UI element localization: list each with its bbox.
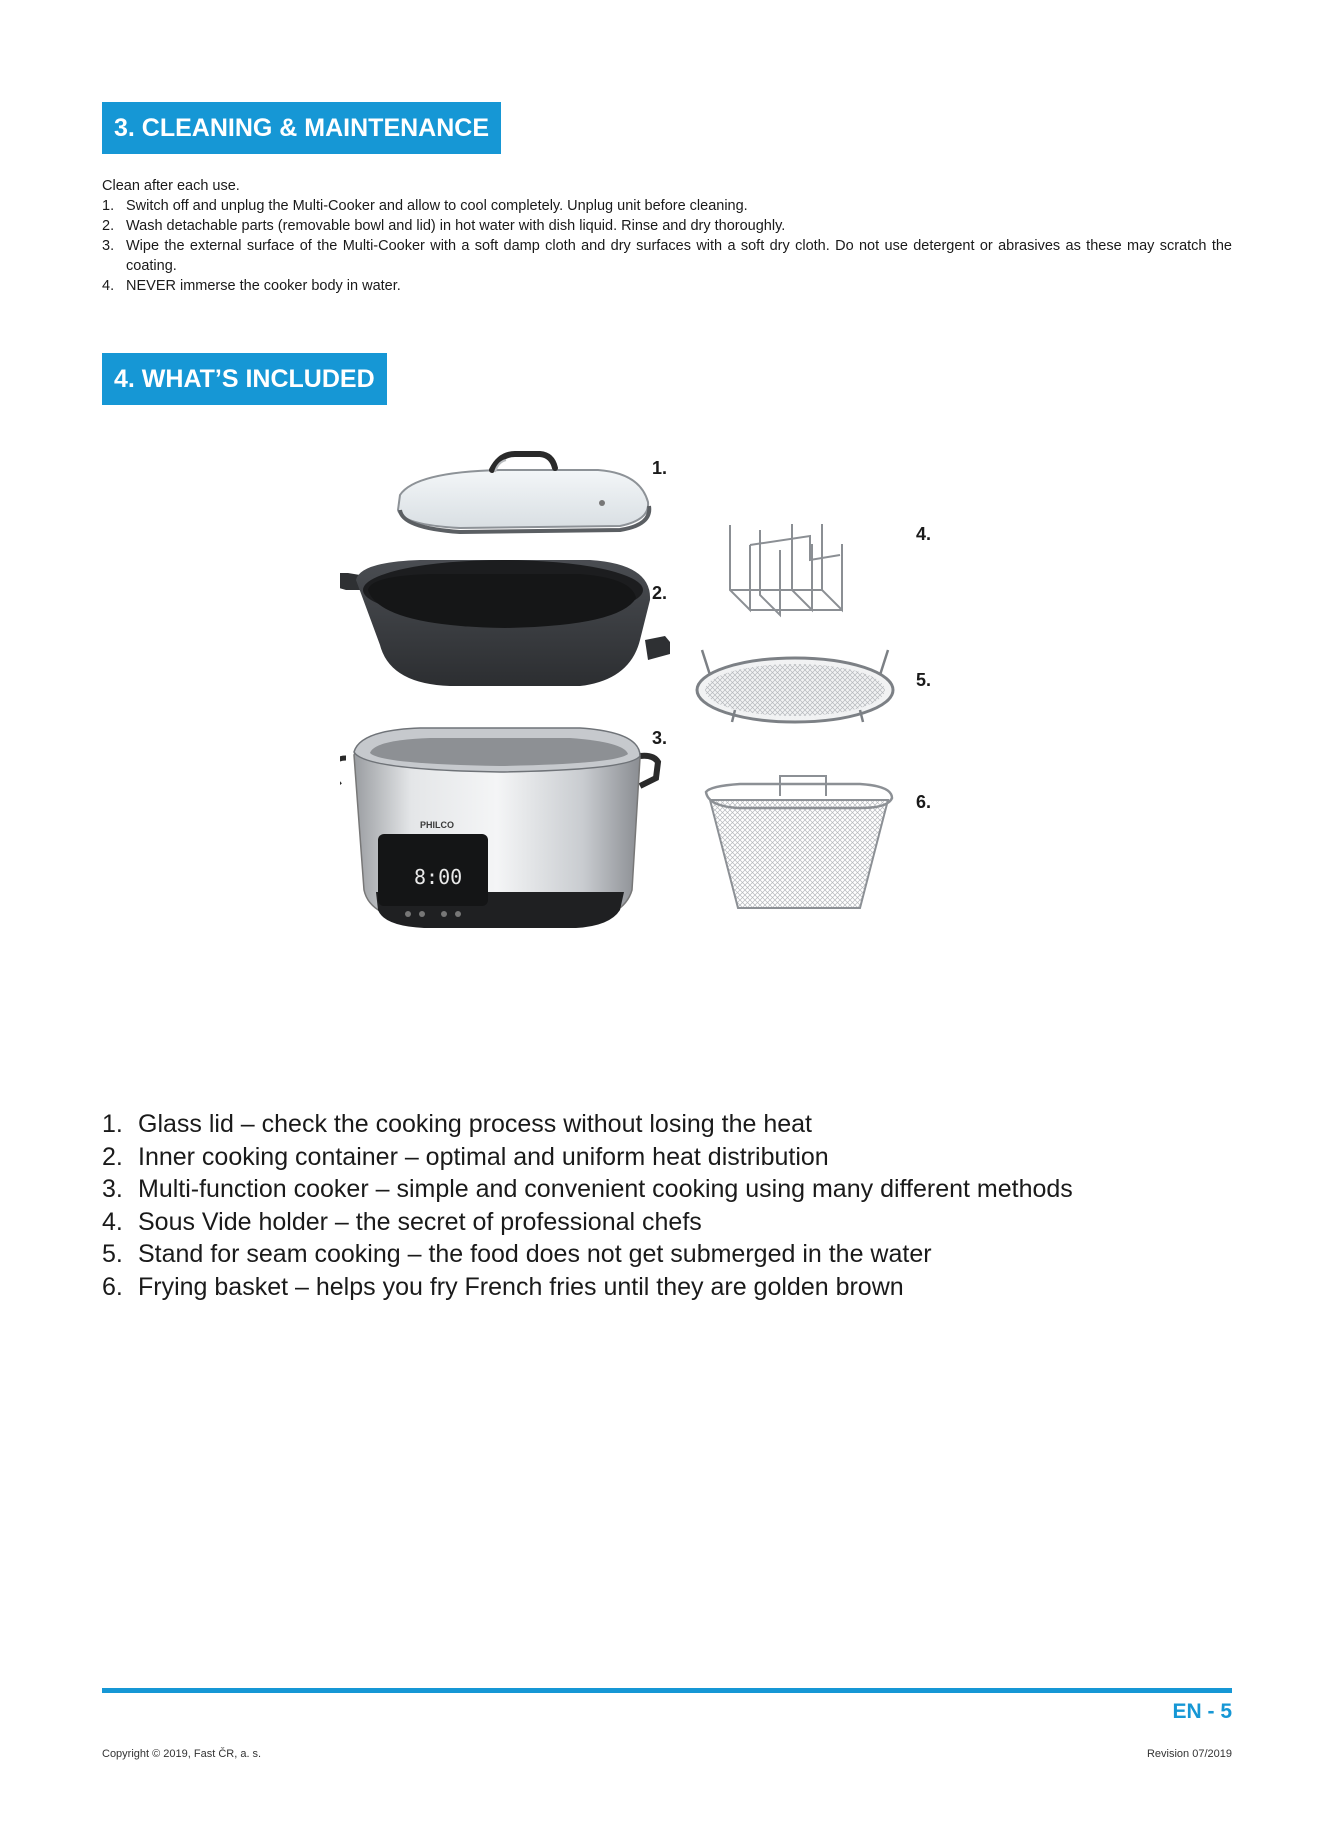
cleaning-steps-list [102,196,1232,296]
part-label-1: 1. [652,458,668,478]
list-item [102,1141,1252,1174]
step-text: Wash detachable parts (removable bowl and lid) in hot water with dish liquid. Rinse and dry thoroughly. [126,218,786,234]
inner-container-illustration [340,560,670,686]
part-label-6: 6. [916,792,932,812]
item-number: 2. [102,1142,123,1171]
item-text: Glass lid – check the cooking process without losing the heat [138,1110,812,1138]
step-number: 3. [102,238,115,254]
step-text: Switch off and unplug the Multi-Cooker and allow to cool completely. Unplug unit before cleaning. [126,198,748,214]
frying-basket-illustration [706,776,892,908]
cooker-display-digits: 8:00 [414,865,463,889]
section-4-heading: 4. WHAT’S INCLUDED [102,353,387,405]
list-item [102,1271,1252,1304]
revision-notice: Revision 07/2019 [1146,1748,1232,1760]
included-items [102,1108,1252,1303]
copyright-notice: Copyright © 2019, Fast ČR, a. s. [102,1748,262,1760]
item-text: Inner cooking container – optimal and uniform heat distribution [138,1142,829,1171]
part-label-3: 3. [652,728,668,748]
list-item [102,1238,1252,1271]
item-number: 3. [102,1175,123,1203]
page-number: EN - 5 [1172,1700,1232,1723]
list-item [102,276,1232,296]
list-item [102,1108,1252,1141]
item-number: 5. [102,1240,123,1268]
part-label-5: 5. [916,670,932,690]
included-items-list [102,1108,1252,1303]
cleaning-instructions [102,176,1232,296]
footer-divider [102,1688,1232,1693]
list-item [102,236,1232,276]
item-number: 1. [102,1110,123,1138]
section-3-heading: 3. CLEANING & MAINTENANCE [102,102,501,154]
step-text: Wipe the external surface of the Multi-Cooker with a soft damp cloth and dry surfaces with a soft dry cloth. Do not use detergent or abrasives as these may scratch the coating. [126,238,1232,274]
part-label-4: 4. [916,524,932,544]
step-number: 1. [102,198,115,214]
sous-vide-holder-illustration [730,524,842,615]
list-item [102,1206,1252,1239]
part-label-2: 2. [652,583,668,603]
item-number: 6. [102,1272,123,1301]
cooker-body-illustration [340,728,658,928]
list-item [102,216,1232,236]
included-parts-figure [340,440,1020,980]
item-text: Multi-function cooker – simple and convenient cooking using many different methods [138,1175,1073,1203]
item-text: Sous Vide holder – the secret of professional chefs [138,1207,702,1236]
cleaning-intro: Clean after each use. [102,178,240,194]
glass-lid-illustration [398,454,649,532]
item-text: Frying basket – helps you fry French fries until they are golden brown [138,1272,904,1301]
step-number: 4. [102,278,115,294]
list-item [102,1173,1252,1206]
steam-stand-illustration [697,650,893,722]
item-number: 4. [102,1207,123,1236]
brand-label: PHILCO [420,820,455,830]
list-item [102,196,1232,216]
step-number: 2. [102,218,115,234]
item-text: Stand for seam cooking – the food does not get submerged in the water [138,1240,932,1268]
step-text: NEVER immerse the cooker body in water. [126,278,401,294]
parts-illustration [340,440,1020,980]
